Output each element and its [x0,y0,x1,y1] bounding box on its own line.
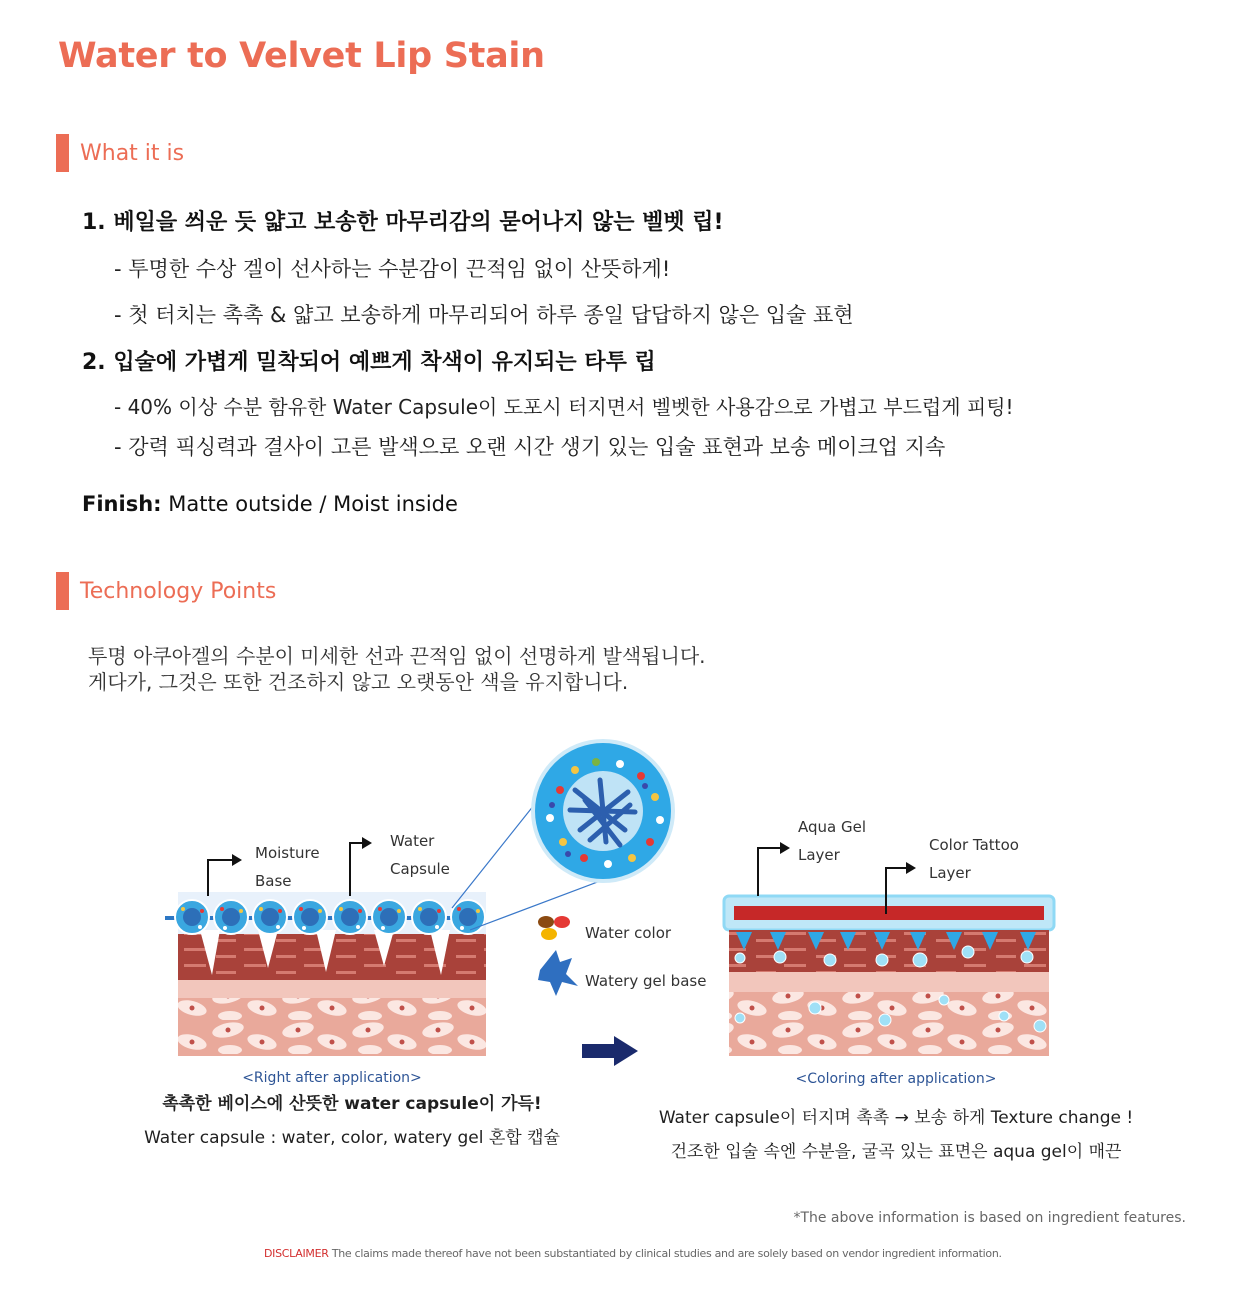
capsule-callout-line [350,843,362,896]
disclaimer [264,1247,1002,1260]
capsule-callout-arrowhead [362,837,372,849]
right-caption: <Coloring after application> [795,1071,997,1087]
right-summary-line-2: 건조한 입술 속엔 수분을, 굴곡 있는 표면은 aqua gel이 매끈 [670,1142,1122,1162]
right-skin-illustration [724,818,1054,1056]
finish-line [82,492,458,516]
water-color-bead-brown [538,916,554,928]
finish-label: Finish: [82,492,162,516]
diagram-legend [538,916,706,996]
section-accent-bar [56,572,69,610]
left-summary-line-1: 촉촉한 베이스에 산뜻한 water capsule이 가득! [162,1094,542,1114]
skin-middle-layer [178,980,486,998]
tattoo-callout-arrowhead [906,862,916,874]
point-1-heading: 1. 베일을 씌운 듯 얇고 보송한 마무리감의 묻어나지 않는 벨벳 립! [82,210,724,235]
skin-cell-layer [178,998,486,1056]
label-moisture-line-2: Base [255,872,292,890]
disclaimer-label: DISCLAIMER [264,1247,329,1260]
technology-description-2: 게다가, 그것은 또한 건조하지 않고 오랫동안 색을 유지합니다. [88,670,629,694]
ingredient-footnote: *The above information is based on ingredient features. [793,1210,1186,1226]
label-capsule-line-2: Capsule [390,860,450,878]
point-2-heading: 2. 입술에 가볍게 밀착되어 예쁘게 착색이 유지되는 타투 립 [82,350,656,375]
label-aqua-line-1: Aqua Gel [798,818,867,836]
left-skin-illustration [165,832,486,1056]
watery-gel-icon [538,950,578,996]
disclaimer-text: The claims made thereof have not been substantiated by clinical studies and are solely based on vendor ingredient information. [328,1247,1002,1260]
section-heading-label: Technology Points [80,578,277,604]
aqua-callout-line [758,848,780,896]
section-heading-label: What it is [80,140,185,166]
label-tattoo-line-1: Color Tattoo [929,836,1019,854]
point-1-detail-2: - 첫 터치는 촉촉 & 얇고 보송하게 마무리되어 하루 종일 답답하지 않은 입술 표현 [114,303,854,327]
water-color-bead-yellow [541,928,557,940]
finish-value: Matte outside / Moist inside [161,492,458,516]
skin-middle-layer [729,972,1049,992]
left-caption: <Right after application> [242,1070,422,1086]
label-capsule-line-1: Water [390,832,435,850]
label-aqua-line-2: Layer [798,846,840,864]
color-tattoo-layer [734,906,1044,920]
moisture-callout-line [208,860,232,896]
section-heading-what-it-is [56,134,184,172]
moisture-callout-arrowhead [232,854,242,866]
point-2-detail-2: - 강력 픽싱력과 결사이 고른 발색으로 오랜 시간 생기 있는 입술 표현과 보송 메이크업 지속 [114,435,946,459]
left-summary-line-2: Water capsule : water, color, watery gel 혼합 캡슐 [144,1128,560,1148]
section-heading-technology [56,572,276,610]
right-summary-line-1: Water capsule이 터지며 촉촉 → 보송 하게 Texture change ! [658,1108,1134,1128]
water-color-bead-red [554,916,570,928]
label-moisture-line-1: Moisture [255,844,320,862]
label-tattoo-line-2: Layer [929,864,971,882]
transition-arrow-icon [582,1036,638,1066]
page-title: Water to Velvet Lip Stain [58,36,545,76]
aqua-callout-arrowhead [780,842,790,854]
zoom-line-top [452,795,542,908]
point-1-detail-1: - 투명한 수상 겔이 선사하는 수분감이 끈적임 없이 산뜻하게! [114,257,671,281]
point-2-detail-1: - 40% 이상 수분 함유한 Water Capsule이 도포시 터지면서 벨벳한 사용감으로 가볍고 부드럽게 피팅! [114,395,1014,419]
section-accent-bar [56,134,69,172]
legend-watery-gel: Watery gel base [585,972,707,990]
technology-description-1: 투명 아쿠아겔의 수분이 미세한 선과 끈적임 없이 선명하게 발색됩니다. [88,644,706,668]
legend-water-color: Water color [585,924,672,942]
